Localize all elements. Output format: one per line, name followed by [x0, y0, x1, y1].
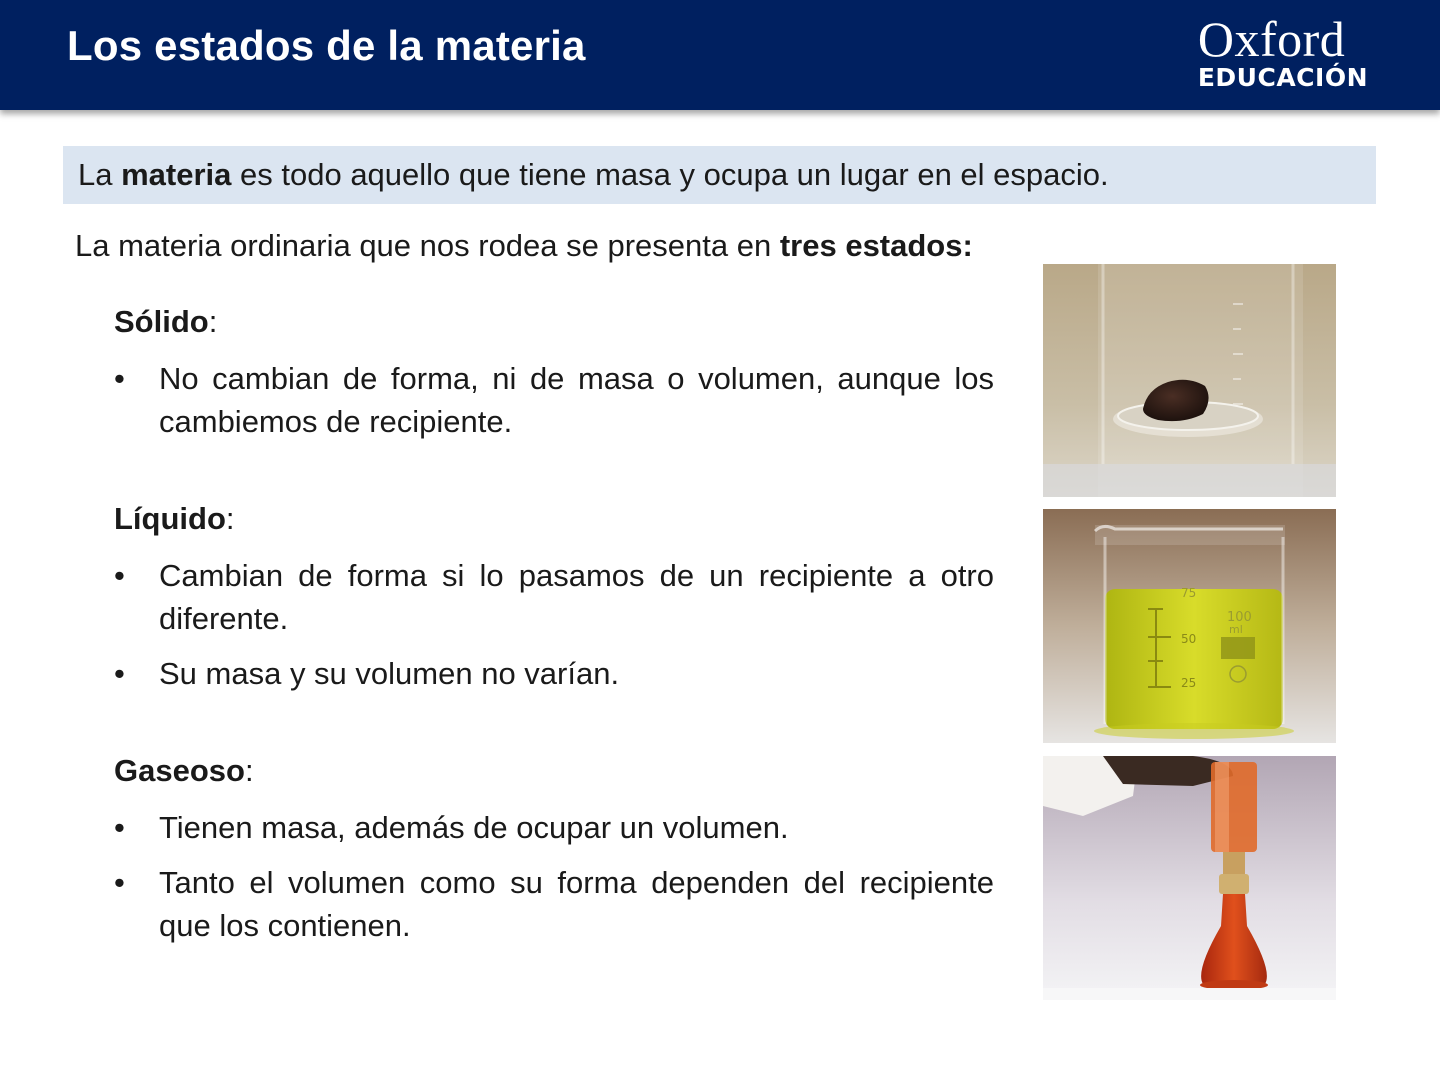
bullet-dot: • [114, 558, 125, 593]
intro-bold: tres estados: [779, 228, 973, 263]
definition-box [63, 146, 1376, 204]
bullet-dot: • [114, 361, 125, 396]
state-title-gas: Gaseoso: [114, 753, 254, 788]
bullet-dot: • [114, 810, 125, 845]
bullet-liquid-1 [114, 554, 994, 640]
bullet-dot: • [114, 865, 125, 900]
logo-sub-text: EDUCACIÓN [1197, 63, 1368, 92]
bullet-text: Tienen masa, además de ocupar un volumen. [159, 810, 789, 845]
bullet-text: Tanto el volumen como su forma dependen del recipiente que los contienen. [159, 865, 994, 943]
definition-post: es todo aquello que tiene masa y ocupa un lugar en el espacio. [231, 157, 1109, 192]
gas-photo [1043, 756, 1336, 1000]
liquid-photo [1043, 509, 1336, 743]
bullet-dot: • [114, 656, 125, 691]
definition-pre: La [78, 157, 122, 192]
bullet-text: Cambian de forma si lo pasamos de un recipiente a otro diferente. [159, 558, 994, 636]
beaker-unit: ml [1229, 623, 1243, 636]
intro-text [75, 228, 973, 264]
beaker-mark-25: 25 [1181, 676, 1197, 690]
bullet-gas-1 [114, 806, 994, 849]
state-title-solid: Sólido: [114, 304, 218, 339]
bullet-text: Su masa y su volumen no varían. [159, 656, 620, 691]
bullet-liquid-2 [114, 652, 994, 695]
logo-main-text: Oxford [1197, 11, 1346, 67]
solid-photo [1043, 264, 1336, 497]
header-bar [0, 0, 1440, 110]
page-title: Los estados de la materia [67, 22, 586, 69]
beaker-capacity: 100 [1227, 610, 1252, 625]
bullet-solid-1 [114, 357, 994, 443]
state-title-liquid: Líquido: [114, 501, 235, 536]
beaker-mark-50: 50 [1181, 632, 1197, 646]
definition-term: materia [121, 157, 232, 192]
bullet-text: No cambian de forma, ni de masa o volumen, aunque los cambiemos de recipiente. [159, 361, 994, 439]
oxford-logo [1197, 11, 1368, 92]
beaker-mark-75: 75 [1181, 586, 1197, 600]
intro-pre: La materia ordinaria que nos rodea se presenta en [75, 228, 780, 263]
bullet-gas-2 [114, 861, 994, 947]
